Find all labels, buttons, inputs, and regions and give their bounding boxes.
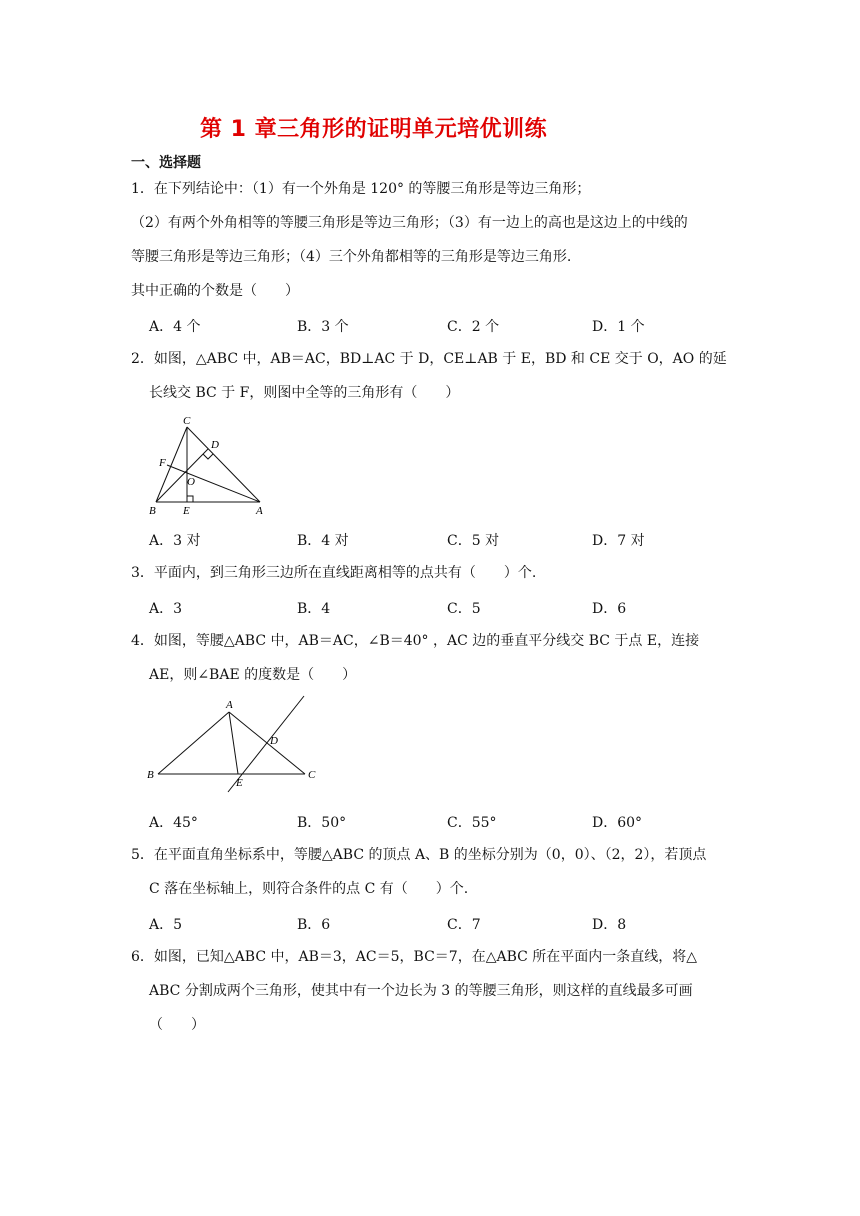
q1-option-a[interactable]: A．4 个 [149,319,201,335]
segment-ab [158,712,229,774]
q2-option-b[interactable]: B．4 对 [297,533,349,549]
q4-option-c[interactable]: C．55° [447,815,497,831]
label-d: D [270,735,278,747]
right-angle-e [187,496,193,502]
label-c: C [308,769,316,781]
q4-option-d[interactable]: D．60° [592,815,643,831]
q4-option-b[interactable]: B．50° [297,815,347,831]
q1-line-4: 其中正确的个数是（ ） [131,283,299,299]
label-b: B [147,769,154,781]
q1-line-1: 1．在下列结论中：（1）有一个外角是 120° 的等腰三角形是等边三角形； [131,181,591,197]
page-title: 第 1 章三角形的证明单元培优训练 [200,117,548,142]
q2-line-2: 长线交 BC 于 F，则图中全等的三角形有（ ） [149,385,460,401]
q1-option-b[interactable]: B．3 个 [297,319,349,335]
q2-line-1: 2．如图，△ABC 中，AB＝AC，BD⊥AC 于 D，CE⊥AB 于 E，BD 和 CE 交于 O，AO 的延 [131,351,727,367]
q5-option-c[interactable]: C．7 [447,917,481,933]
label-e: E [183,505,190,517]
label-f: F [159,457,166,469]
q2-option-c[interactable]: C．5 对 [447,533,500,549]
q4-triangle-figure [140,695,320,800]
q2-option-a[interactable]: A．3 对 [149,533,201,549]
q4-line-2: AE，则∠BAE 的度数是（ ） [149,667,357,683]
q3-option-a[interactable]: A．3 [149,601,183,617]
label-o: O [187,476,195,488]
q5-option-a[interactable]: A．5 [149,917,183,933]
q2-triangle-figure [140,410,280,520]
label-e: E [236,777,243,789]
q6-line-3: （ ） [149,1017,205,1033]
label-a: A [226,699,233,711]
label-b: B [149,505,156,517]
q4-line-1: 4．如图，等腰△ABC 中，AB＝AC，∠B＝40° ，AC 边的垂直平分线交 BC 于点 E，连接 [131,633,700,649]
q3-line-1: 3．平面内，到三角形三边所在直线距离相等的点共有（ ）个. [131,565,537,581]
right-angle-d [203,454,213,459]
q3-option-d[interactable]: D．6 [592,601,627,617]
q1-option-c[interactable]: C．2 个 [447,319,500,335]
q2-option-d[interactable]: D．7 对 [592,533,645,549]
q5-option-d[interactable]: D．8 [592,917,627,933]
section-heading: 一、选择题 [131,155,201,171]
q3-option-b[interactable]: B．4 [297,601,331,617]
q6-line-1: 6．如图，已知△ABC 中，AB＝3，AC＝5，BC＝7，在△ABC 所在平面内一条直线，将△ [131,949,698,965]
segment-af [167,465,260,502]
label-a: A [256,505,263,517]
segment-ae [229,712,238,774]
segment-ca [187,427,260,502]
q1-line-3: 等腰三角形是等边三角形；（4）三个外角都相等的三角形是等边三角形. [131,249,572,265]
q1-option-d[interactable]: D．1 个 [592,319,645,335]
label-c: C [183,415,191,427]
q5-option-b[interactable]: B．6 [297,917,331,933]
q5-line-1: 5．在平面直角坐标系中，等腰△ABC 的顶点 A、B 的坐标分别为（0，0）、（2，2），若顶点 [131,847,707,863]
q1-line-2: （2）有两个外角相等的等腰三角形是等边三角形；（3）有一边上的高也是这边上的中线的 [131,215,688,231]
q4-option-a[interactable]: A．45° [149,815,198,831]
label-d: D [211,439,219,451]
q3-option-c[interactable]: C．5 [447,601,481,617]
q6-line-2: ABC 分割成两个三角形，使其中有一个边长为 3 的等腰三角形，则这样的直线最多可画 [149,983,693,999]
q5-line-2: C 落在坐标轴上，则符合条件的点 C 有（ ）个. [149,881,469,897]
